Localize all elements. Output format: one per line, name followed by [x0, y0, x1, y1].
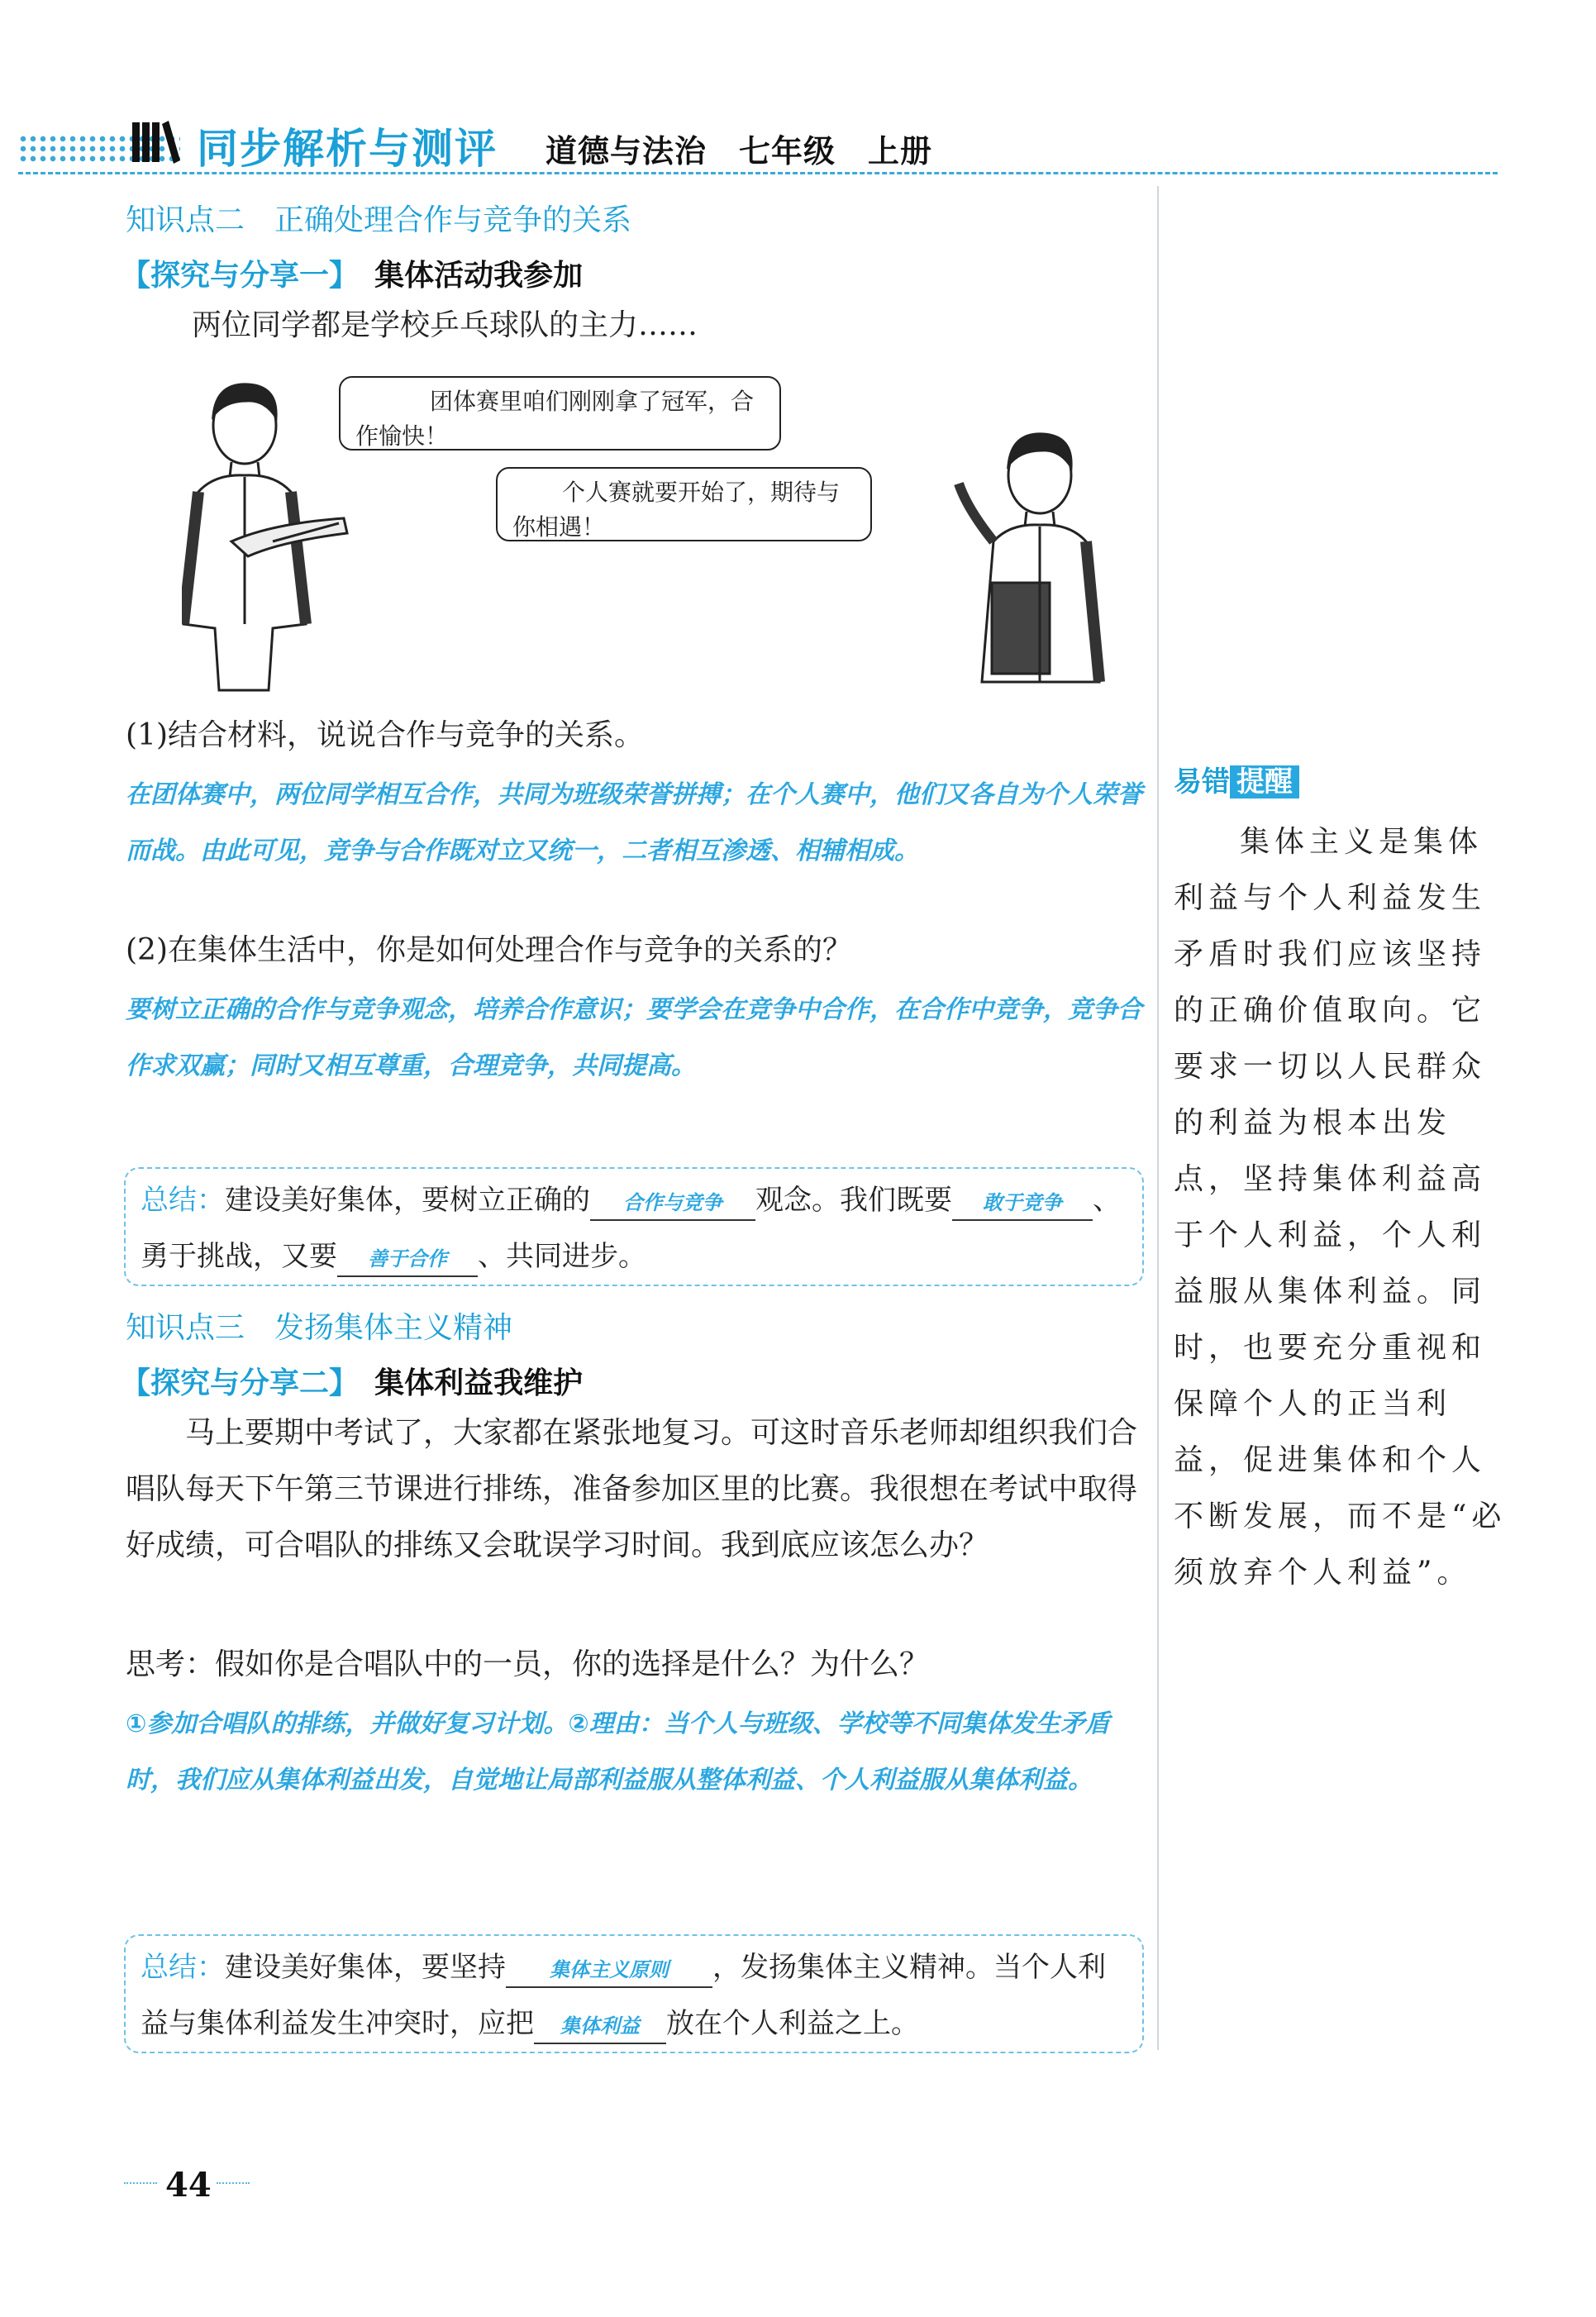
explore-tag: 【探究与分享二】	[121, 1366, 360, 1400]
explore-heading-2	[121, 1360, 583, 1402]
story-text: 马上要期中考试了，大家都在紧张地复习。可这时音乐老师却组织我们合唱队每天下午第三节课进行排练，准备参加区里的比赛。我很想在考试中取得好成绩，可合唱队的排练又会耽误学习时间。我到底应该怎么办？	[126, 1416, 1138, 1562]
fill-blank-answer: 敢于竞争	[952, 1186, 1093, 1221]
fill-blank-answer: 善于合作	[337, 1242, 478, 1277]
summary-label: 总结：	[141, 1184, 225, 1217]
fill-blank-answer: 集体利益	[534, 2009, 666, 2044]
summary-box-1	[124, 1167, 1144, 1286]
explore-heading-1	[121, 252, 583, 294]
page-number-decoration	[124, 2182, 157, 2192]
explore-title: 集体活动我参加	[374, 259, 584, 293]
summary-text: 、共同进步。	[478, 1240, 646, 1273]
section-title-3: 知识点三 发扬集体主义精神	[126, 1311, 513, 1345]
think-question: 思考：假如你是合唱队中的一员，你的选择是什么？为什么？	[126, 1647, 930, 1681]
header-divider	[18, 172, 1498, 174]
answer-2: 要树立正确的合作与竞争观念，培养合作意识；要学会在竞争中合作，在合作中竞争，竞争合作求双赢；同时又相互尊重，合理竞争，共同提高。	[126, 995, 1142, 1080]
explore-title: 集体利益我维护	[374, 1366, 584, 1400]
fill-blank-answer: 合作与竞争	[590, 1186, 755, 1221]
summary-text: 观念。我们既要	[755, 1184, 952, 1217]
summary-text: 、勇于挑战，又要	[141, 1184, 1121, 1273]
answer-1: 在团体赛中，两位同学相互合作，共同为班级荣誉拼搏；在个人赛中，他们又各自为个人荣誉而战。由此可见，竞争与合作既对立又统一，二者相互渗透、相辅相成。	[126, 780, 1142, 865]
speech-bubble-left: 团体赛里咱们刚刚拿了冠军，合作愉快！	[339, 376, 781, 451]
page-number-decoration	[217, 2182, 250, 2192]
series-title: 同步解析与测评	[197, 125, 498, 173]
sidebar-tag-a: 易错	[1174, 765, 1230, 799]
question-1: (1)结合材料，说说合作与竞争的关系。	[126, 718, 644, 752]
sidebar-tag	[1174, 759, 1299, 799]
summary-text: 建设美好集体，要树立正确的	[225, 1184, 590, 1217]
summary-label: 总结：	[141, 1951, 225, 1984]
books-icon	[131, 114, 182, 165]
question-2: (2)在集体生活中，你是如何处理合作与竞争的关系的？	[126, 933, 852, 967]
summary-text: ，发扬集体主义精神。当个人利益与集体利益发生冲突时，应把	[141, 1951, 1106, 2040]
speech-bubble-right: 个人赛就要开始了，期待与你相遇！	[496, 467, 872, 541]
page-number: 44	[165, 2166, 212, 2205]
summary-text: 放在个人利益之上。	[666, 2007, 919, 2040]
summary-text-1	[126, 1169, 1142, 1288]
sidebar-note: 集体主义是集体利益与个人利益发生矛盾时我们应该坚持的正确价值取向。它要求一切以人民群众的利益为根本出发点，坚持集体利益高于个人利益，个人利益服从集体利益。同时，也要充分重视和保障个人的正当利益，促进集体和个人不断发展，而不是“必须放弃个人利益”。	[1174, 825, 1507, 1590]
column-divider	[1157, 186, 1159, 2050]
sidebar-tag-b: 提醒	[1230, 765, 1299, 799]
intro-text: 两位同学都是学校乒乓球队的主力……	[192, 308, 698, 342]
summary-text-2	[126, 1936, 1142, 2055]
explore-tag: 【探究与分享一】	[121, 259, 360, 293]
subject-title: 道德与法治 七年级 上册	[545, 133, 933, 169]
section-title-2: 知识点二 正确处理合作与竞争的关系	[126, 203, 632, 237]
summary-box-2	[124, 1934, 1144, 2053]
fill-blank-answer: 集体主义原则	[506, 1953, 712, 1988]
think-answer: ①参加合唱队的排练，并做好复习计划。②理由：当个人与班级、学校等不同集体发生矛盾时，我们应从集体利益出发，自觉地让局部利益服从整体利益、个人利益服从集体利益。	[126, 1709, 1110, 1795]
summary-text: 建设美好集体，要坚持	[225, 1951, 506, 1984]
